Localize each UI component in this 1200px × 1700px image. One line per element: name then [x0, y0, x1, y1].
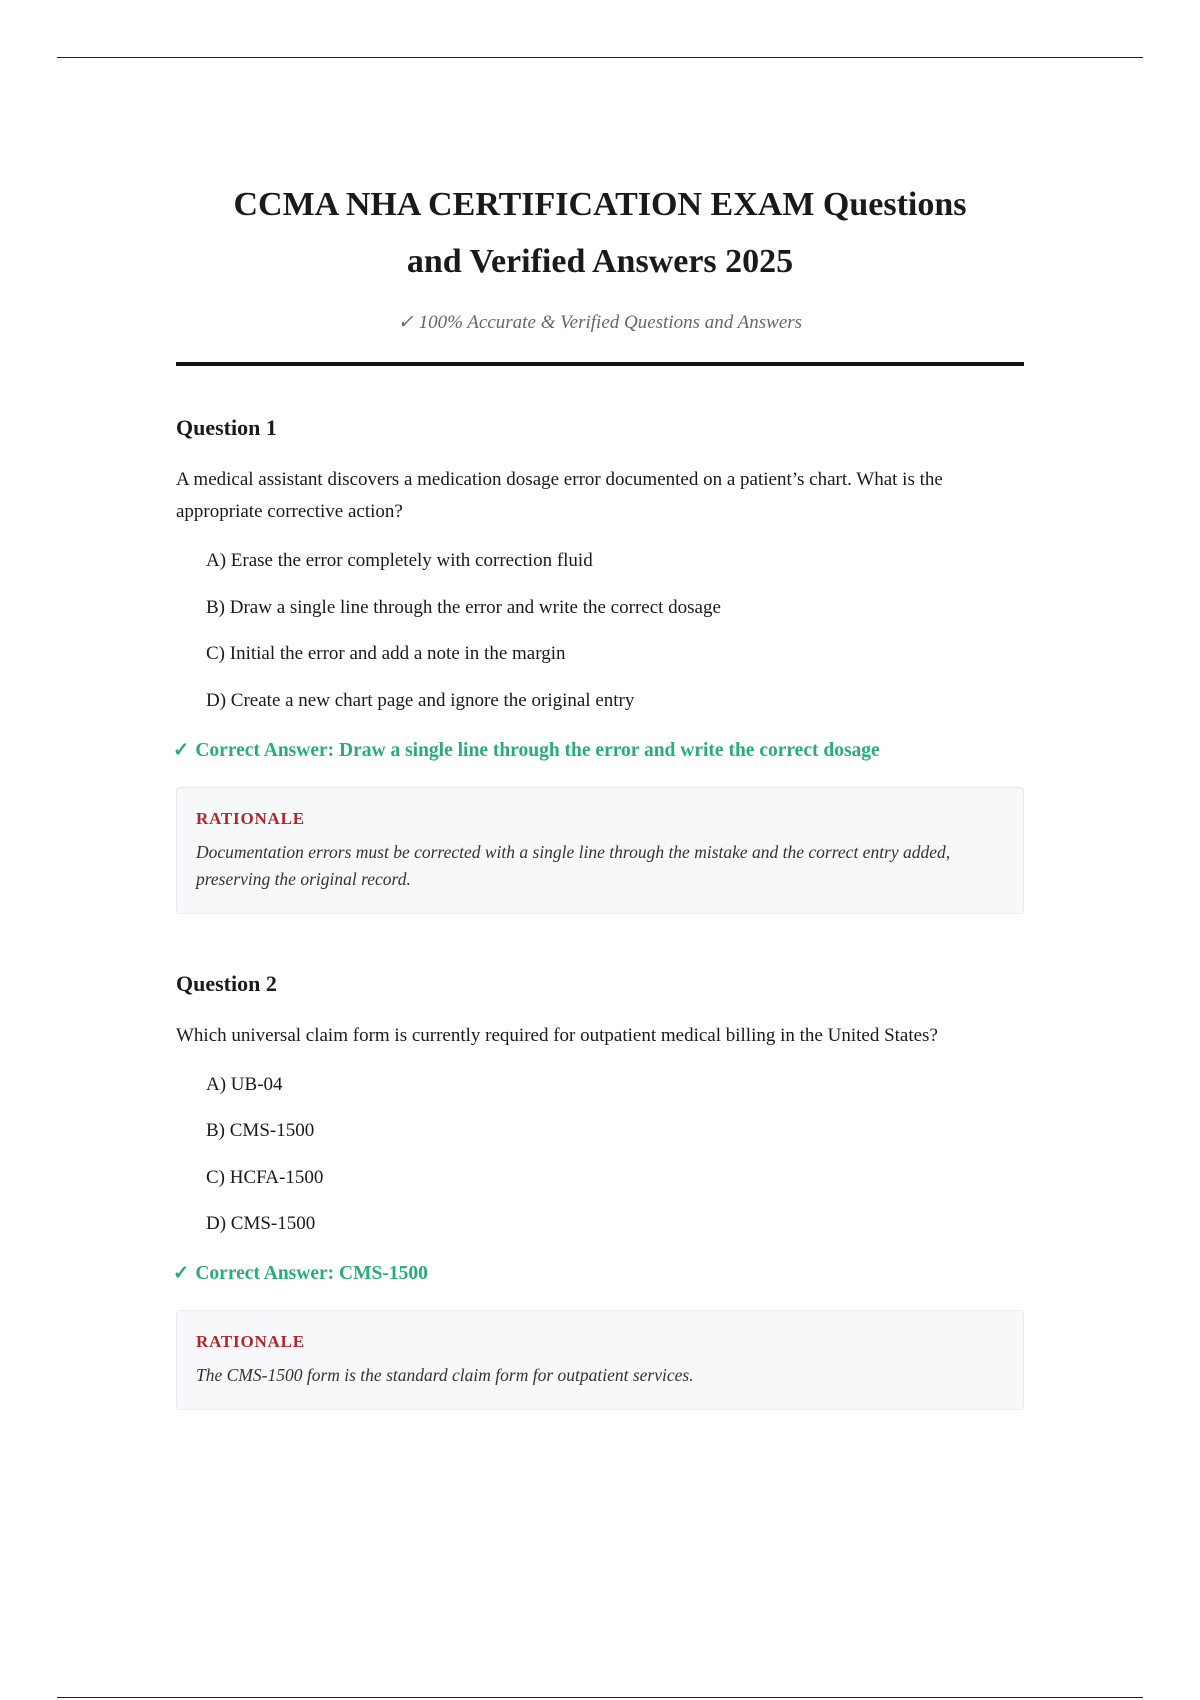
rationale-text: Documentation errors must be corrected with a single line through the mistake and the correct entry added, preserving the original record.	[196, 841, 951, 889]
checkmark-icon: ✓	[173, 739, 190, 761]
answer-options	[176, 1072, 1024, 1238]
page-bottom-rule	[57, 1697, 1143, 1698]
checkmark-icon: ✓	[173, 1263, 190, 1284]
correct-answer	[173, 738, 1024, 764]
answer-options	[176, 548, 1024, 714]
title-divider	[176, 362, 1024, 366]
document-subtitle: ✓ 100% Accurate & Verified Questions and Answers	[397, 312, 803, 333]
question-text: Which universal claim form is currently required for outpatient medical billing in the United States?	[176, 1024, 938, 1046]
document-content	[173, 176, 1024, 1410]
option-b: B) Draw a single line through the error and write the correct dosage	[206, 596, 721, 618]
rationale-label: RATIONALE	[196, 808, 305, 828]
page-top-rule	[57, 57, 1143, 58]
option-d: D) Create a new chart page and ignore the original entry	[206, 689, 635, 711]
option-c: C) HCFA-1500	[206, 1166, 324, 1188]
rationale-text: The CMS-1500 form is the standard claim form for outpatient services.	[196, 1365, 694, 1385]
rationale-label: RATIONALE	[196, 1332, 305, 1351]
document-title-line1: CCMA NHA CERTIFICATION EXAM Questions	[233, 186, 967, 223]
rationale-box	[176, 787, 1024, 914]
question-text: A medical assistant discovers a medication dosage error documented on a patient’s chart. What is the appropriate corrective action?	[176, 469, 943, 522]
option-c: C) Initial the error and add a note in the margin	[206, 643, 566, 664]
correct-answer-text: Correct Answer: CMS-1500	[195, 1263, 428, 1284]
question-heading: Question 2	[176, 970, 277, 996]
correct-answer-text: Correct Answer: Draw a single line through the error and write the correct dosage	[195, 739, 880, 761]
option-a: A) UB-04	[206, 1073, 283, 1095]
question-heading: Question 1	[176, 415, 277, 440]
option-d: D) CMS-1500	[206, 1213, 316, 1234]
option-a: A) Erase the error completely with correction fluid	[206, 550, 593, 571]
document-title-line2: and Verified Answers 2025	[406, 243, 794, 280]
question-2	[173, 970, 1024, 1411]
document-title	[176, 176, 1024, 290]
correct-answer	[173, 1261, 1024, 1287]
option-b: B) CMS-1500	[206, 1120, 315, 1141]
rationale-box	[176, 1310, 1024, 1410]
question-1	[173, 414, 1024, 914]
